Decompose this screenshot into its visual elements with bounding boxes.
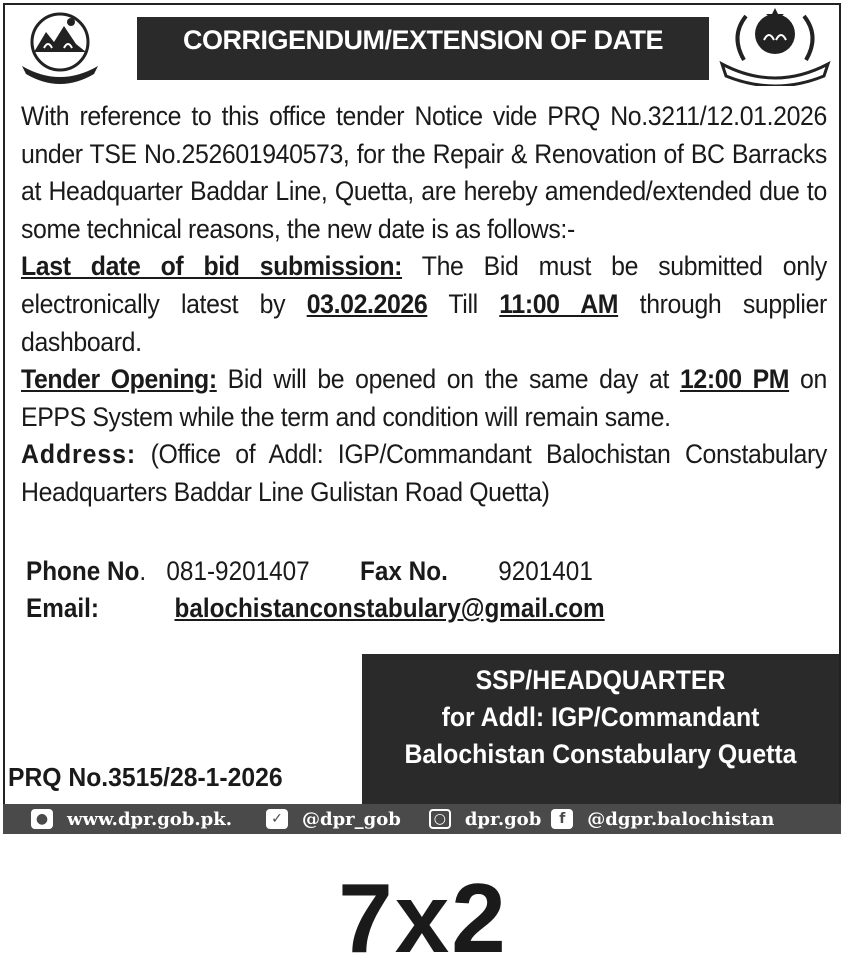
last-date-text1: The Bid must be submitted only electronically latest by [21,251,827,319]
twitter-icon: ✓ [266,809,288,829]
phone-label: Phone No [26,556,140,586]
footer-instagram[interactable]: dpr.gob [464,808,542,830]
signature-line3: Balochistan Constabulary Quetta [404,739,797,769]
phone-fax-row: Phone No. 081-9201407 Fax No. 9201401 [26,556,593,586]
notice-title: CORRIGENDUM/EXTENSION OF DATE [137,17,709,80]
opening-time-value: 12:00 PM [679,364,790,395]
email-row [26,593,605,624]
opening-text1: Bid will be opened on the same day at [216,364,680,395]
intro-paragraph: With reference to this office tender Notice vide PRQ No.3211/12.01.2026 under TSE No.252601940573, for the Repair & Renovation of BC Barracks at Headquarter Baddar Line, Quetta, are hereby amended/extended due to some technical reasons, the new date is as follows:- [21,101,827,244]
address-label: Address: [21,439,137,470]
footer-bar [3,804,841,834]
opening-paragraph [21,361,827,436]
facebook-icon: f [551,809,573,829]
notice-body [21,98,827,512]
signature-block [362,654,839,804]
opening-label: Tender Opening: [21,364,217,395]
footer-facebook[interactable]: @dgpr.balochistan [587,808,775,830]
address-text: (Office of Addl: IGP/Commandant Balochistan Constabulary Headquarters Baddar Line Gulistan Road Quetta) [21,439,827,507]
phone-value: 081-9201407 [166,556,310,586]
globe-icon: ● [31,809,53,829]
last-date-paragraph [21,248,827,361]
dgpr-emblem [716,6,834,86]
email-label: Email: [26,593,99,623]
last-date-text3: through supplier dashboard. [21,288,827,357]
footer-website[interactable]: www.dpr.gob.pk. [67,808,232,830]
address-paragraph [21,436,827,511]
last-date-text2: Till [427,288,500,319]
email-link[interactable]: balochistanconstabulary@gmail.com [174,593,605,623]
last-time-value: 11:00 AM [499,288,619,319]
opening-text2: on EPPS System while the term and condition will remain same. [21,364,827,432]
last-date-label: Last date of bid submission: [21,251,403,282]
instagram-icon: ○ [429,809,451,829]
fax-label: Fax No. [360,556,448,586]
footer-twitter[interactable]: @dpr_gob [301,808,401,830]
signature-line2: for Addl: IGP/Commandant [441,702,760,732]
balochistan-constabulary-emblem [14,8,106,88]
signature-line1: SSP/HEADQUARTER [475,665,726,695]
fax-value: 9201401 [498,556,593,586]
prq-number: PRQ No.3515/28-1-2026 [8,762,283,792]
last-date-value: 03.02.2026 [306,288,428,319]
ad-size-label: 7x2 [338,863,508,973]
